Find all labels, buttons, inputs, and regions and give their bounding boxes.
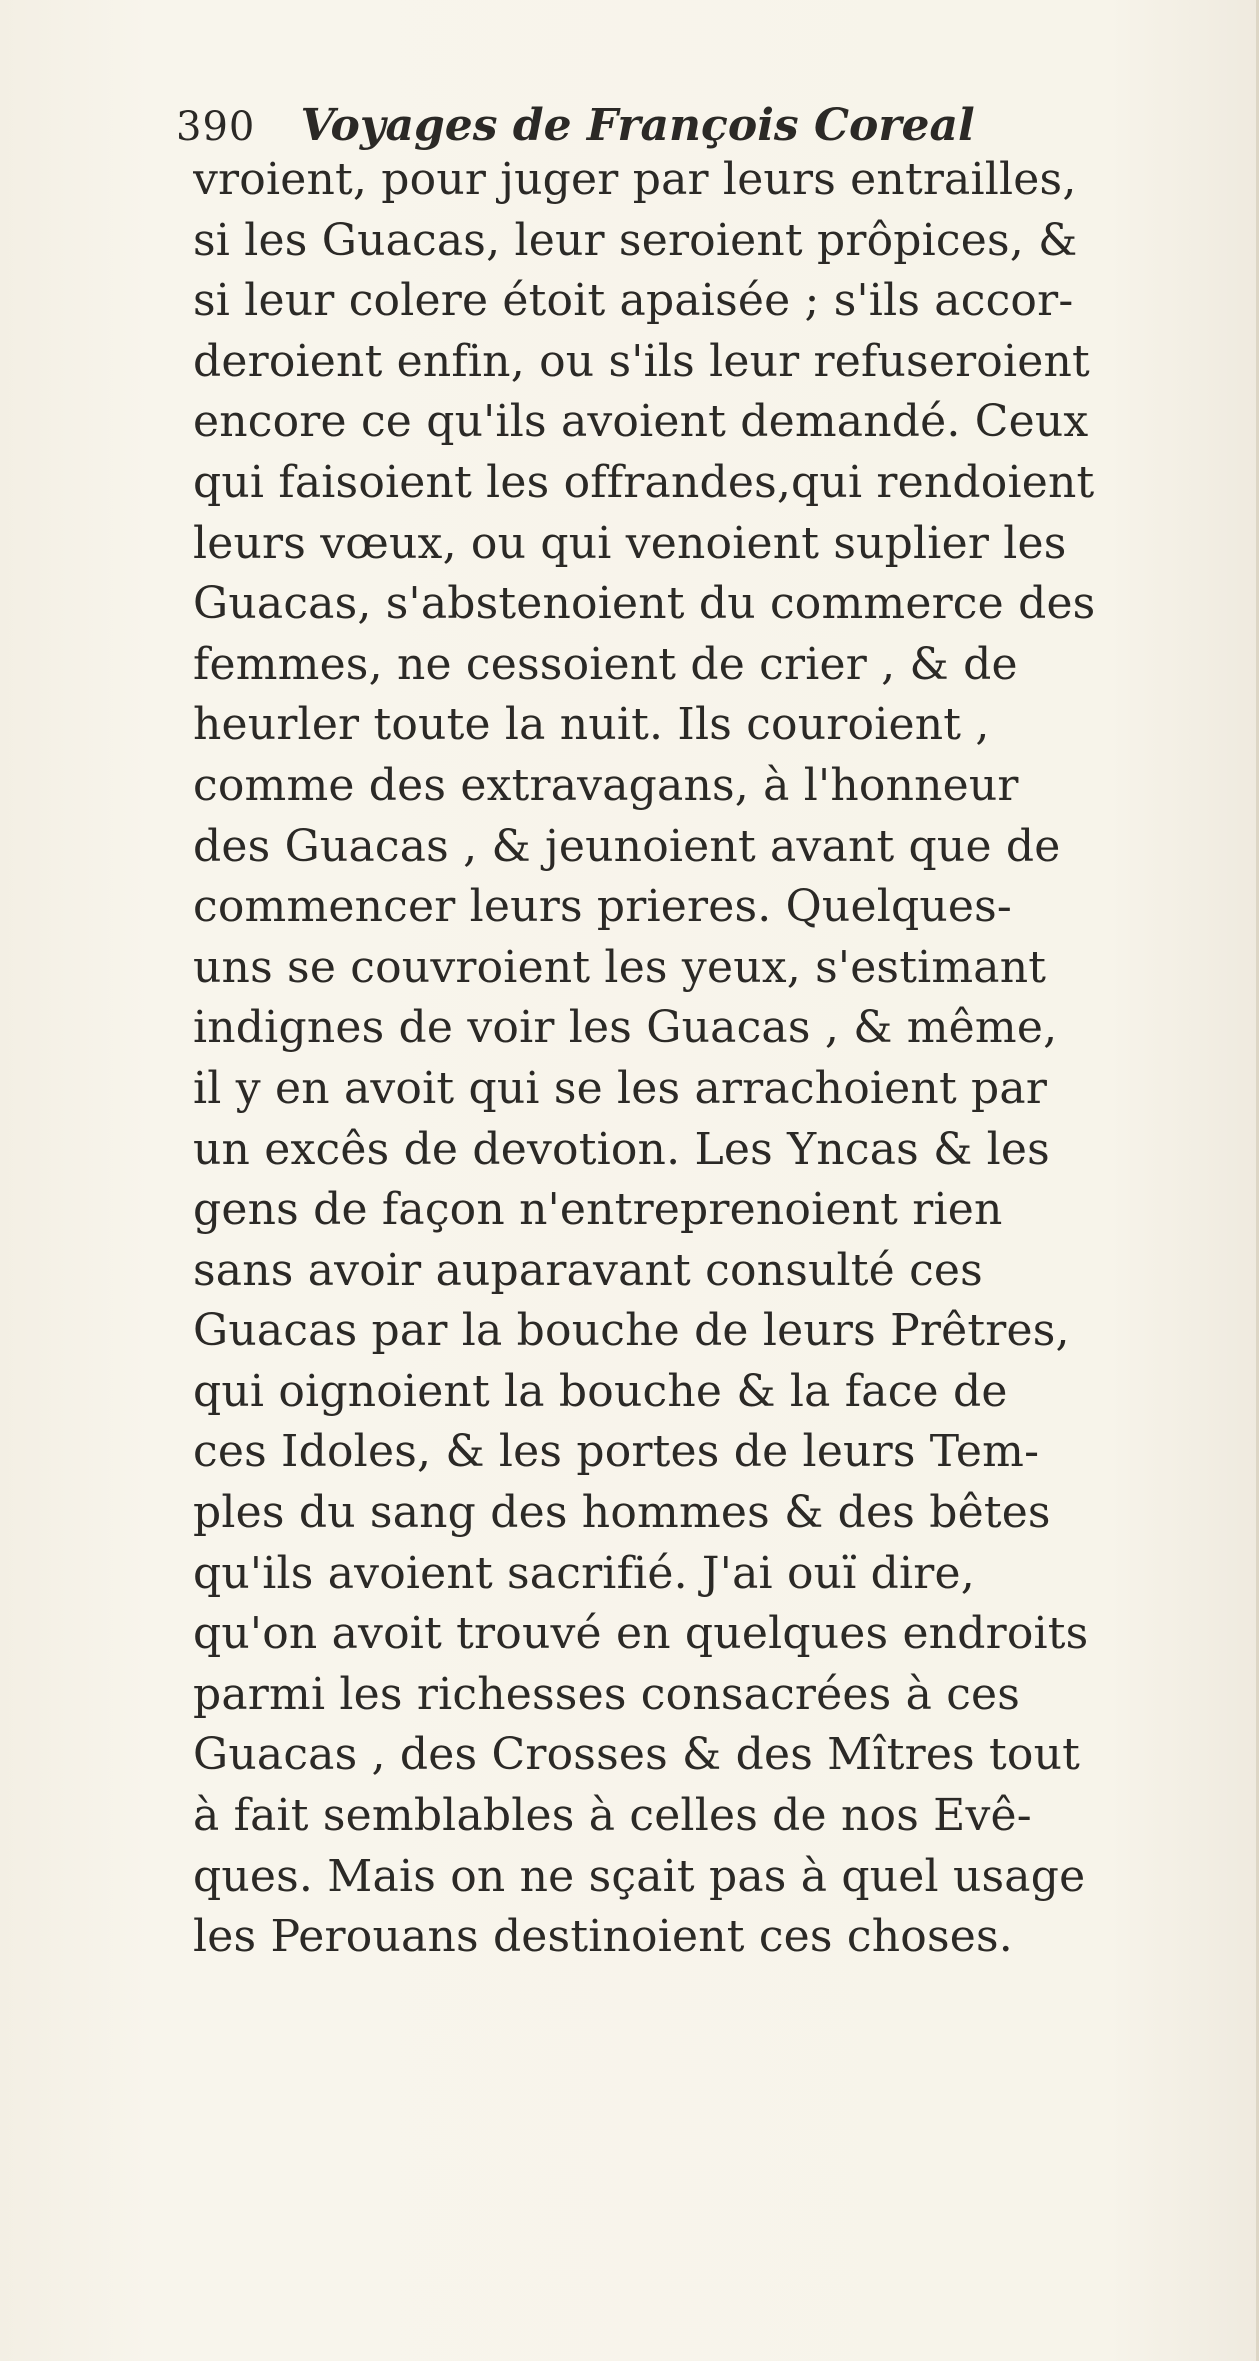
text-line: les Perouans destinoient ces choses. [193, 1911, 1013, 1963]
text-line: deroient enfin, ou s'ils leur refuseroient [193, 335, 1090, 387]
text-line: qu'ils avoient sacrifié. J'ai ouï dire, [193, 1547, 975, 1599]
text-line: à fait semblables à celles de nos Evê- [193, 1790, 1032, 1842]
text-line: ques. Mais on ne sçait pas à quel usage [193, 1850, 1086, 1902]
text-line: heurler toute la nuit. Ils couroient , [193, 699, 990, 751]
running-title: Voyages de François Coreal [300, 100, 975, 151]
text-line: Guacas par la bouche de leurs Prêtres, [193, 1305, 1070, 1357]
text-line: un excês de devotion. Les Yncas & les [193, 1123, 1050, 1175]
text-line: qui oignoient la bouche & la face de [193, 1365, 1008, 1417]
text-line: indignes de voir les Guacas , & même, [193, 1002, 1058, 1054]
text-line: qu'on avoit trouvé en quelques endroits [193, 1608, 1089, 1660]
text-line: Guacas, s'abstenoient du commerce des [193, 578, 1096, 630]
text-line: qui faisoient les offrandes,qui rendoient [193, 456, 1095, 508]
text-line: si leur colere étoit apaisée ; s'ils accor- [193, 275, 1074, 327]
text-line: femmes, ne cessoient de crier , & de [193, 638, 1018, 690]
text-line: gens de façon n'entreprenoient rien [193, 1184, 1003, 1236]
text-line: des Guacas , & jeunoient avant que de [193, 820, 1061, 872]
text-line: Guacas , des Crosses & des Mîtres tout [193, 1729, 1081, 1781]
text-line: ces Idoles, & les portes de leurs Tem- [193, 1426, 1040, 1478]
text-line: sans avoir auparavant consulté ces [193, 1244, 983, 1296]
text-line: ples du sang des hommes & des bêtes [193, 1487, 1051, 1539]
text-line: encore ce qu'ils avoient demandé. Ceux [193, 396, 1089, 448]
text-line: comme des extravagans, à l'honneur [193, 759, 1019, 811]
text-line: vroient, pour juger par leurs entrailles, [193, 154, 1077, 205]
text-line: leurs vœux, ou qui venoient suplier les [193, 517, 1067, 569]
text-line: commencer leurs prieres. Quelques- [193, 881, 1012, 933]
text-line: parmi les richesses consacrées à ces [193, 1668, 1021, 1720]
body-text [193, 150, 1193, 1968]
text-line: si les Guacas, leur seroient prôpices, & [193, 214, 1078, 266]
text-line: uns se couvroient les yeux, s'estimant [193, 941, 1047, 993]
page-number: 390 [176, 104, 256, 150]
text-line: il y en avoit qui se les arrachoient par [193, 1062, 1048, 1114]
